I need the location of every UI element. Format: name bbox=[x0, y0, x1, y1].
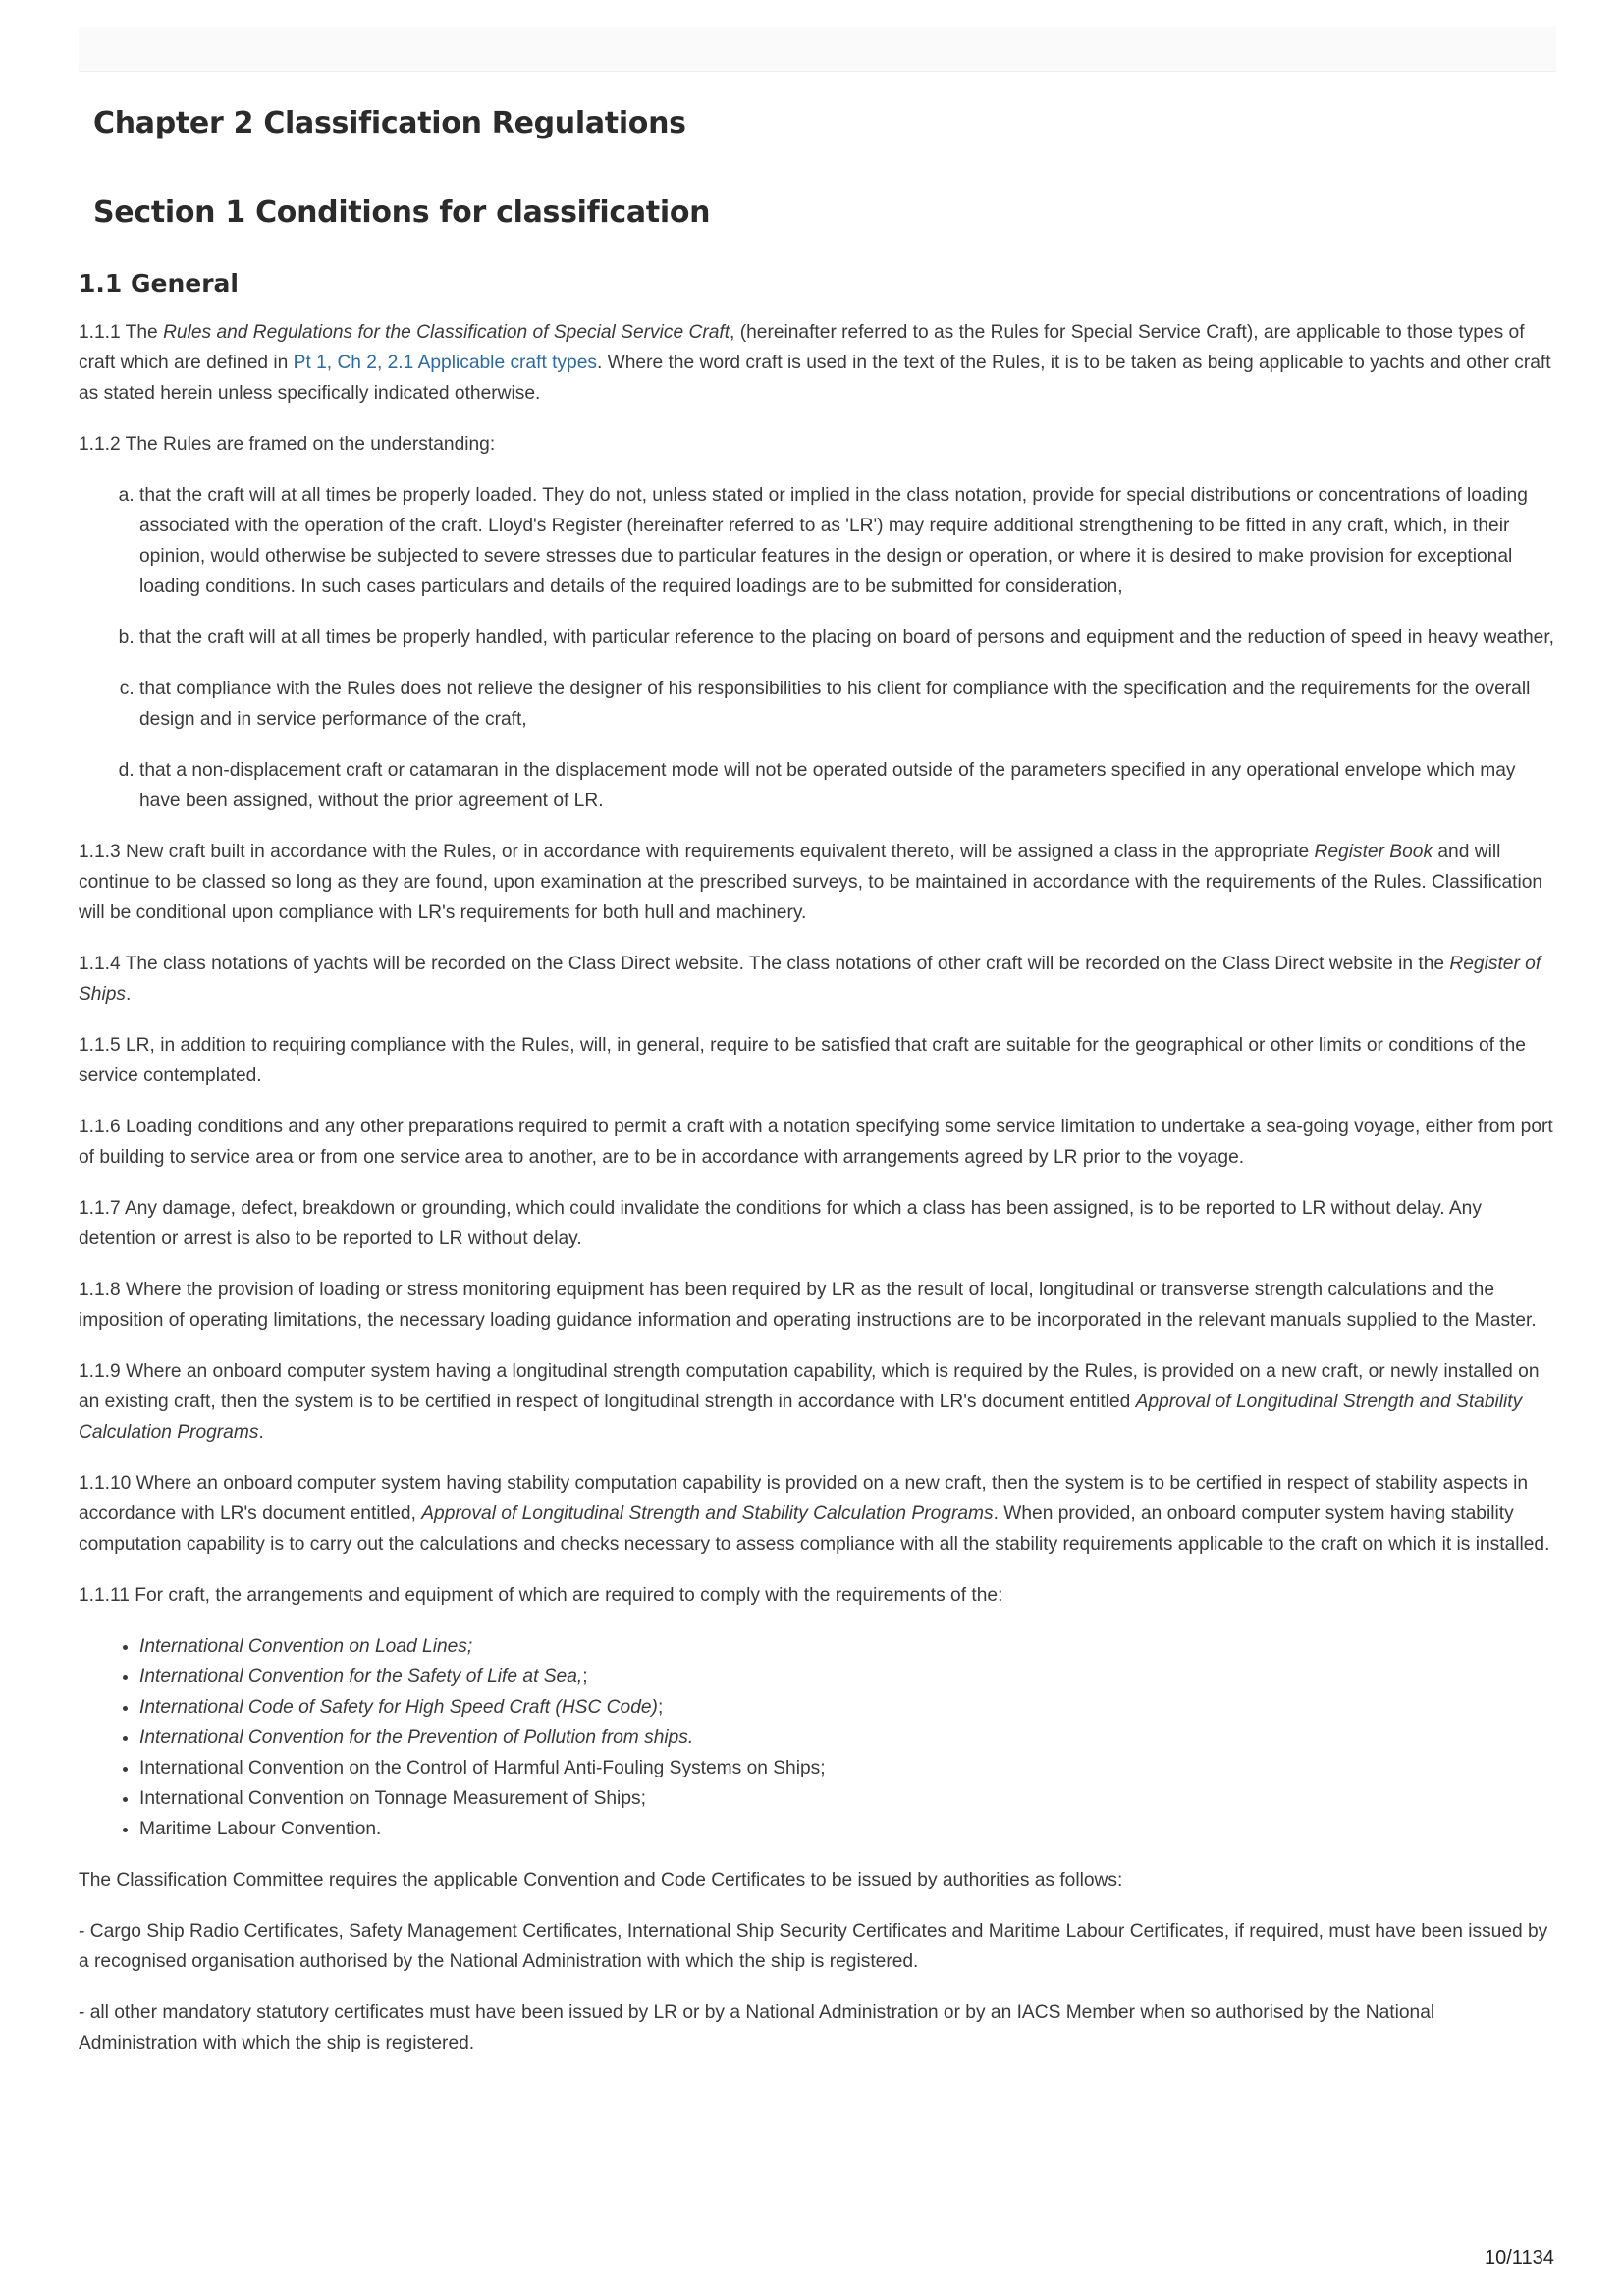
page-number: 10/1134 bbox=[1485, 2247, 1554, 2269]
paragraph-1-1-8: 1.1.8 Where the provision of loading or stress monitoring equipment has been required by LR as the result of local, longitudinal or transverse strength calculations and the imposition of operating limitations, the necessary loading guidance information and operating instructions are to be incorporated in the relevant manuals supplied to the Master. bbox=[79, 1280, 1537, 1331]
committee-paragraph: The Classification Committee requires the applicable Convention and Code Certificates to be issued by authorities as follows: bbox=[79, 1870, 1123, 1890]
document-body bbox=[79, 106, 1556, 2079]
list-item: • Maritime Labour Convention. bbox=[139, 1814, 1556, 1844]
applicable-craft-types-link[interactable]: Pt 1, Ch 2, 2.1 Applicable craft types bbox=[293, 353, 597, 373]
paragraph-1-1-5: 1.1.5 LR, in addition to requiring compliance with the Rules, will, in general, require to be satisfied that craft are suitable for the geographical or other limits or conditions of the service contemplated. bbox=[79, 1035, 1526, 1086]
list-item: • International Code of Safety for High Speed Craft (HSC Code); bbox=[139, 1692, 1556, 1722]
list-item: • International Convention for the Safety of Life at Sea,; bbox=[139, 1662, 1556, 1692]
paragraph-1-1-9: 1.1.9 Where an onboard computer system having a longitudinal strength computation capability, which is required by the Rules, is provided on a new craft, or newly installed on an existing craft, then the system is to be certified in respect of longitudinal strength in accordance with LR's document entitled Approval of Longitudinal Strength and Stability Calculation Programs. bbox=[79, 1361, 1540, 1443]
paragraph-1-1-7: 1.1.7 Any damage, defect, breakdown or grounding, which could invalidate the conditions for which a class has been assigned, is to be reported to LR without delay. Any detention or arrest is also to be reported to LR without delay. bbox=[79, 1198, 1482, 1249]
list-item: d. that a non-displacement craft or catamaran in the displacement mode will not be operated outside of the parameters specified in any operational envelope which may have been assigned, without the prior agreement of LR. bbox=[139, 755, 1556, 816]
list-item: • International Convention on the Control of Harmful Anti-Fouling Systems on Ships; bbox=[139, 1753, 1556, 1783]
page-header-band bbox=[79, 27, 1556, 72]
paragraph-1-1-11: 1.1.11 For craft, the arrangements and equipment of which are required to comply with the requirements of the: bbox=[79, 1585, 1003, 1606]
paragraph-1-1-10: 1.1.10 Where an onboard computer system having stability computation capability is provided on a new craft, then the system is to be certified in respect of stability aspects in accordance with LR's document entitled, Approval of Longitudinal Strength and Stability Calculation Programs. When provided, an onboard computer system having stability computation capability is to carry out the calculations and checks necessary to assess compliance with all the stability requirements applicable to the craft on which it is installed. bbox=[79, 1473, 1550, 1555]
cargo-certificates-paragraph: - Cargo Ship Radio Certificates, Safety Management Certificates, International Ship Security Certificates and Maritime Labour Certificates, if required, must have been issued by a recognised organisation authorised by the National Administration with which the ship is registered. bbox=[79, 1921, 1548, 1972]
chapter-title: Chapter 2 Classification Regulations bbox=[93, 106, 686, 140]
paragraph-1-1-3: 1.1.3 New craft built in accordance with the Rules, or in accordance with requirements equivalent thereto, will be assigned a class in the appropriate Register Book and will continue to be classed so long as they are found, upon examination at the prescribed surveys, to be maintained in accordance with the requirements of the Rules. Classification will be conditional upon compliance with LR's requirements for both hull and machinery. bbox=[79, 842, 1543, 923]
list-item: a. that the craft will at all times be properly loaded. They do not, unless stated or implied in the class notation, provide for special distributions or concentrations of loading associated with the operation of the craft. Lloyd's Register (hereinafter referred to as 'LR') may require additional strengthening to be fitted in any craft, which, in their opinion, would otherwise be subjected to severe stresses due to particular features in the design or operation, or where it is desired to make provision for exceptional loading conditions. In such cases particulars and details of the required loadings are to be submitted for consideration, bbox=[139, 480, 1556, 602]
subsection-title: 1.1 General bbox=[79, 269, 239, 298]
list-item: • International Convention for the Prevention of Pollution from ships. bbox=[139, 1722, 1556, 1753]
other-certificates-paragraph: - all other mandatory statutory certificates must have been issued by LR or by a National Administration or by an IACS Member when so authorised by the National Administration with which the ship is registered. bbox=[79, 2002, 1435, 2053]
list-item: b. that the craft will at all times be properly handled, with particular reference to the placing on board of persons and equipment and the reduction of speed in heavy weather, bbox=[139, 623, 1556, 653]
conventions-list bbox=[79, 1631, 1556, 1844]
list-item: c. that compliance with the Rules does not relieve the designer of his responsibilities to his client for compliance with the specification and the requirements for the overall design and in service performance of the craft, bbox=[139, 674, 1556, 735]
list-item: • International Convention on Tonnage Measurement of Ships; bbox=[139, 1783, 1556, 1814]
paragraph-1-1-2: 1.1.2 The Rules are framed on the understanding: bbox=[79, 434, 496, 455]
paragraph-1-1-6: 1.1.6 Loading conditions and any other preparations required to permit a craft with a notation specifying some service limitation to undertake a sea-going voyage, either from port of building to service area or from one service area to another, are to be in accordance with arrangements agreed by LR prior to the voyage. bbox=[79, 1117, 1553, 1168]
list-item: • International Convention on Load Lines; bbox=[139, 1631, 1556, 1662]
understanding-list bbox=[79, 480, 1556, 816]
paragraph-1-1-4: 1.1.4 The class notations of yachts will be recorded on the Class Direct website. The class notations of other craft will be recorded on the Class Direct website in the Register of Ships. bbox=[79, 954, 1541, 1005]
paragraph-1-1-1: 1.1.1 The Rules and Regulations for the Classification of Special Service Craft, (hereinafter referred to as the Rules for Special Service Craft), are applicable to those types of craft which are defined in Pt 1, Ch 2, 2.1 Applicable craft types. Where the word craft is used in the text of the Rules, it is to be taken as being applicable to yachts and other craft as stated herein unless specifically indicated otherwise. bbox=[79, 322, 1551, 404]
section-title: Section 1 Conditions for classification bbox=[93, 195, 711, 230]
